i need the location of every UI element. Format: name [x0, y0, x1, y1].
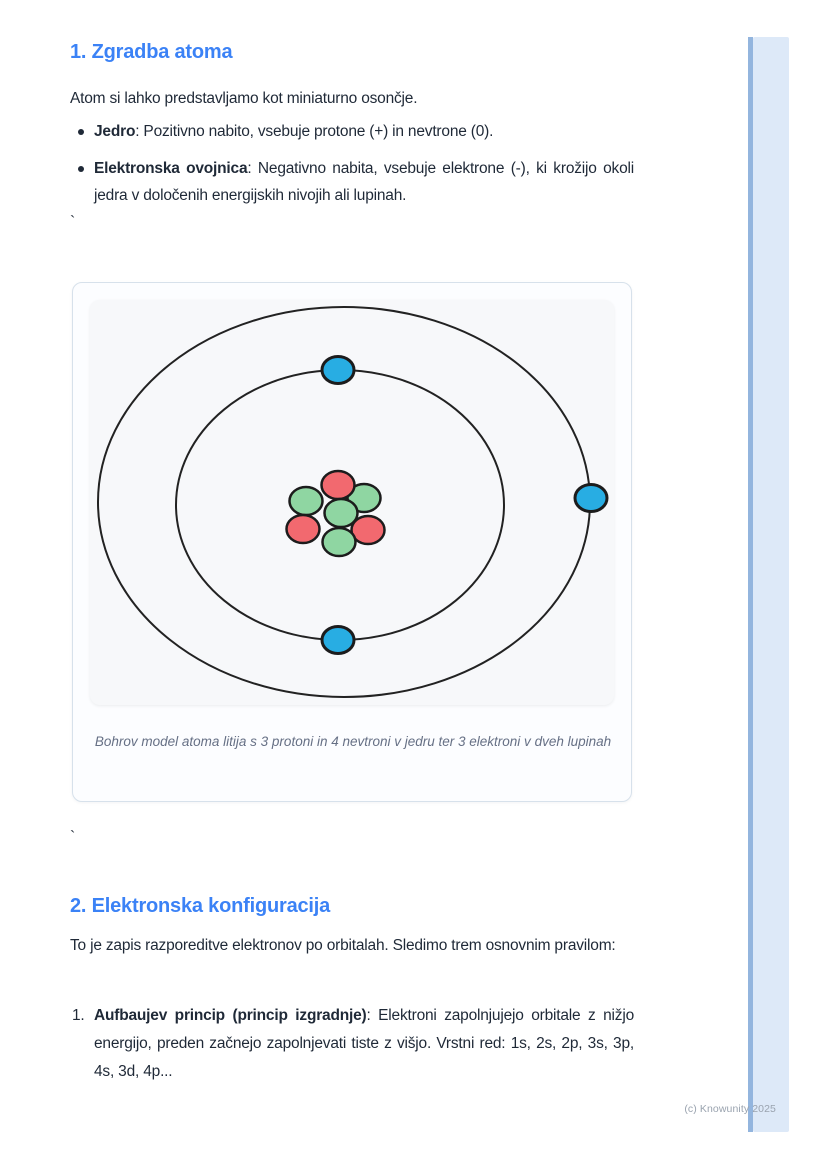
figure-caption: Bohrov model atoma litija s 3 protoni in 4 nevtroni v jedru ter 3 elektroni v dveh lupinah — [94, 734, 612, 749]
electron-circle — [322, 357, 354, 384]
rules-numbered-list — [70, 1002, 634, 1086]
bullet-icon — [78, 129, 84, 135]
electron-circle — [322, 627, 354, 654]
proton-circle — [287, 515, 320, 543]
list-number: 1. — [72, 1007, 85, 1024]
electron-circle — [575, 485, 607, 512]
list-term: Aufbaujev princip (princip izgradnje) — [94, 1007, 367, 1024]
bullet-icon — [78, 166, 84, 172]
list-item — [70, 1002, 634, 1086]
section-heading-zgradba-atoma: 1. Zgradba atoma — [70, 41, 233, 63]
bohr-model-diagram — [90, 300, 614, 705]
list-item — [70, 118, 634, 145]
stray-backtick-mark: ` — [70, 829, 76, 846]
bohr-model-card — [72, 282, 632, 802]
bullet-term: Jedro — [94, 123, 136, 140]
scroll-track[interactable] — [753, 37, 789, 1132]
neutron-circle — [290, 487, 323, 515]
bohr-model-svg — [90, 300, 614, 705]
proton-circle — [322, 471, 355, 499]
section2-intro-paragraph: To je zapis razporeditve elektronov po orbitalah. Sledimo trem osnovnim pravilom: — [70, 937, 616, 954]
bullet-text: : Negativno nabita, vsebuje elektrone (-), ki krožijo okoli jedra v določenih energijskih nivojih ali lupinah. — [94, 160, 634, 204]
list-item — [70, 155, 634, 209]
bullet-text: : Pozitivno nabito, vsebuje protone (+) in nevtrone (0). — [135, 123, 494, 140]
section-heading-elektronska-konfiguracija: 2. Elektronska konfiguracija — [70, 895, 331, 917]
copyright-text: (c) Knowunity 2025 — [684, 1103, 776, 1115]
scroll-indicator[interactable] — [748, 37, 789, 1132]
section1-intro-paragraph: Atom si lahko predstavljamo kot miniaturno osončje. — [70, 90, 418, 107]
stray-backtick-mark: ` — [70, 214, 76, 231]
neutron-circle — [323, 528, 356, 556]
bullet-term: Elektronska ovojnica — [94, 160, 248, 177]
scroll-thumb[interactable] — [748, 37, 753, 1132]
list-text: : Elektroni zapolnjujejo orbitale z nižjo energijo, preden začnejo zapolnjevati tiste z višjo. Vrstni red: 1s, 2s, 2p, 3s, 3p, 4s, 3d, 4p... — [94, 1007, 634, 1080]
structure-bullet-list — [70, 118, 634, 219]
neutron-circle — [325, 499, 358, 527]
